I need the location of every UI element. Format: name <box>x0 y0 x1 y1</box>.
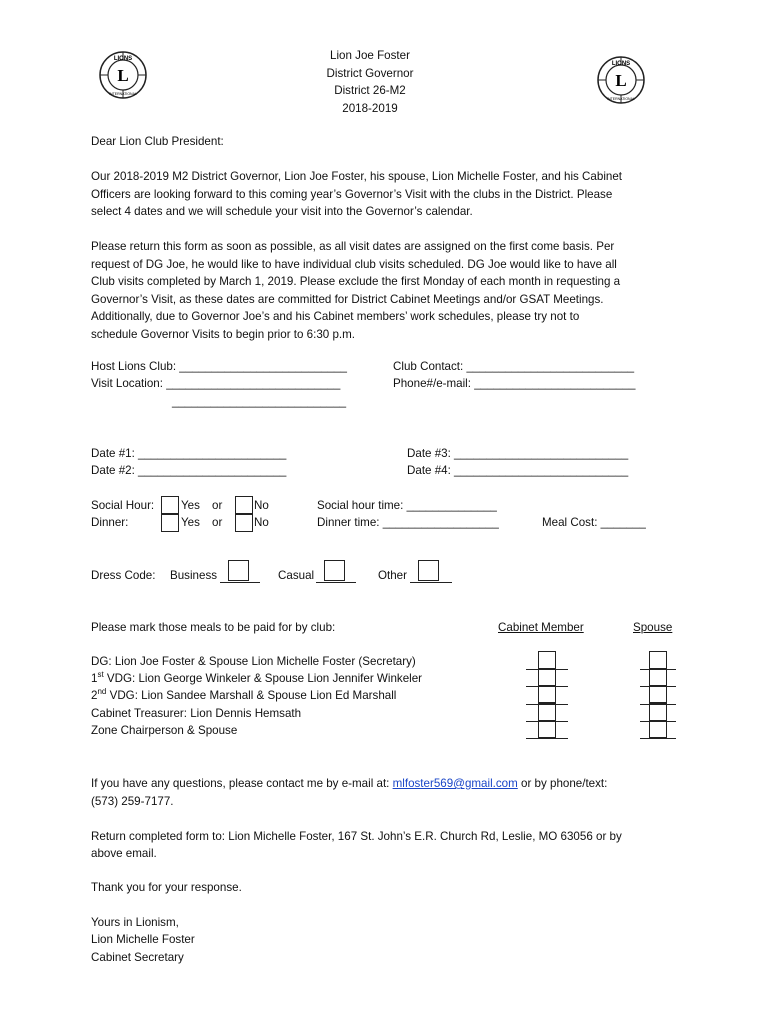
paragraph-line: Governor’s Visit, as these dates are committed for District Cabinet Meetings and/or GSAT Meetings. <box>91 292 604 306</box>
cabinet-meal-underline <box>526 704 568 705</box>
meal-row-label: DG: Lion Joe Foster & Spouse Lion Michelle Foster (Secretary) <box>91 655 416 668</box>
date-1-field[interactable]: Date #1: _______________________ <box>91 447 287 460</box>
spouse-meal-checkbox[interactable] <box>649 668 667 686</box>
cabinet-meal-checkbox[interactable] <box>538 703 556 721</box>
spouse-meal-underline <box>640 686 676 687</box>
paragraph-line: Our 2018-2019 M2 District Governor, Lion Joe Foster, his spouse, Lion Michelle Foster, and his Cabinet <box>91 170 623 183</box>
social-hour-no-label: No <box>254 499 269 512</box>
visit-location-field-line2[interactable]: ___________________________ <box>172 395 347 408</box>
dress-business-underline <box>220 582 260 583</box>
dinner-or-label: or <box>212 516 223 529</box>
dinner-label: Dinner: <box>91 516 129 529</box>
paragraph-line: Additionally, due to Governor Joe’s and his Cabinet members’ work schedules, please try not to <box>91 310 580 324</box>
svg-text:INTERNATIONAL: INTERNATIONAL <box>607 97 635 101</box>
dress-casual-checkbox[interactable] <box>324 560 345 581</box>
spouse-meal-checkbox[interactable] <box>649 685 667 703</box>
social-hour-or-label: or <box>212 499 223 512</box>
paragraph-line: request of DG Joe, he would like to have individual club visits scheduled. DG Joe would like to have all <box>91 257 617 271</box>
return-address-line2: above email. <box>91 847 157 860</box>
paragraph-line: Please return this form as soon as possible, as all visit dates are assigned on the first come basis. Per <box>91 240 615 253</box>
cabinet-meal-underline <box>526 738 568 739</box>
district-name: District 26-M2 <box>334 84 406 97</box>
phone-email-field[interactable]: Phone#/e-mail: _________________________ <box>393 377 636 390</box>
signer-name: Lion Michelle Foster <box>91 933 195 946</box>
dress-other-checkbox[interactable] <box>418 560 439 581</box>
closing-line: Yours in Lionism, <box>91 916 179 929</box>
svg-text:INTERNATIONAL: INTERNATIONAL <box>109 92 137 96</box>
cabinet-meal-underline <box>526 669 568 670</box>
spouse-meal-checkbox[interactable] <box>649 651 667 669</box>
date-3-field[interactable]: Date #3: ___________________________ <box>407 447 629 460</box>
svg-text:LIONS: LIONS <box>113 56 133 62</box>
governor-name: Lion Joe Foster <box>330 49 410 62</box>
dress-casual-underline <box>316 582 356 583</box>
dinner-yes-checkbox[interactable] <box>161 514 179 532</box>
intro-paragraph <box>91 168 691 221</box>
date-4-field[interactable]: Date #4: ___________________________ <box>407 464 629 477</box>
dress-business-checkbox[interactable] <box>228 560 249 581</box>
host-lions-club-field[interactable]: Host Lions Club: __________________________ <box>91 360 347 373</box>
salutation: Dear Lion Club President: <box>91 135 224 148</box>
visit-location-field[interactable]: Visit Location: ___________________________ <box>91 377 341 390</box>
dress-casual-label: Casual <box>278 569 315 582</box>
dinner-no-checkbox[interactable] <box>235 514 253 532</box>
thank-you: Thank you for your response. <box>91 881 242 894</box>
svg-text:L: L <box>117 66 129 85</box>
cabinet-meal-checkbox[interactable] <box>538 685 556 703</box>
meal-row-label: Cabinet Treasurer: Lion Dennis Hemsath <box>91 707 302 720</box>
email-link[interactable]: mlfoster569@gmail.com <box>392 777 518 790</box>
paragraph-line: select 4 dates and we will schedule your visit into the Governor’s calendar. <box>91 205 473 219</box>
spouse-meal-underline <box>640 721 676 722</box>
return-address: Return completed form to: Lion Michelle Foster, 167 St. John’s E.R. Church Rd, Leslie, MO 63056 or by <box>91 830 622 843</box>
cabinet-member-column-header: Cabinet Member <box>498 621 584 634</box>
dinner-yes-label: Yes <box>181 516 200 529</box>
governor-title: District Governor <box>326 66 414 80</box>
spouse-column-header: Spouse <box>633 621 673 634</box>
paragraph-line: schedule Governor Visits to begin prior to 6:30 p.m. <box>91 327 356 341</box>
dress-business-label: Business <box>170 569 218 582</box>
lions-logo-left <box>98 50 148 100</box>
meal-row-label: 2nd VDG: Lion Sandee Marshall & Spouse Lion Ed Marshall <box>91 687 397 702</box>
dress-code-label: Dress Code: <box>91 569 156 582</box>
social-hour-time-field[interactable]: Social hour time: ______________ <box>317 499 497 512</box>
dress-other-underline <box>410 582 452 583</box>
cabinet-meal-checkbox[interactable] <box>538 651 556 669</box>
social-hour-label: Social Hour: <box>91 499 155 512</box>
spouse-meal-underline <box>640 738 676 739</box>
paragraph-line: Club visits completed by March 1, 2019. Please exclude the first Monday of each month in requesting a <box>91 275 621 289</box>
instructions-paragraph <box>91 238 691 344</box>
spouse-meal-underline <box>640 669 676 670</box>
lions-logo-right <box>596 55 646 105</box>
spouse-meal-checkbox[interactable] <box>649 703 667 721</box>
club-contact-field[interactable]: Club Contact: __________________________ <box>393 360 635 373</box>
letter-header <box>240 47 500 117</box>
contact-line: If you have any questions, please contact me by e-mail at: mlfoster569@gmail.com or by phone/text: <box>91 777 608 790</box>
dress-other-label: Other <box>378 569 407 582</box>
social-hour-yes-label: Yes <box>181 499 200 512</box>
contact-phone: (573) 259-7177. <box>91 795 174 808</box>
social-hour-yes-checkbox[interactable] <box>161 496 179 514</box>
meals-instruction: Please mark those meals to be paid for by club: <box>91 621 336 634</box>
svg-text:L: L <box>615 71 627 90</box>
dinner-no-label: No <box>254 516 269 529</box>
meal-cost-field[interactable]: Meal Cost: _______ <box>542 516 646 529</box>
cabinet-meal-underline <box>526 721 568 722</box>
meal-row-label: Zone Chairperson & Spouse <box>91 724 238 737</box>
term-year: 2018-2019 <box>342 101 398 115</box>
svg-text:LIONS: LIONS <box>611 61 631 67</box>
cabinet-meal-underline <box>526 686 568 687</box>
spouse-meal-checkbox[interactable] <box>649 720 667 738</box>
social-hour-no-checkbox[interactable] <box>235 496 253 514</box>
signer-title: Cabinet Secretary <box>91 951 184 964</box>
date-2-field[interactable]: Date #2: _______________________ <box>91 464 287 477</box>
cabinet-meal-checkbox[interactable] <box>538 720 556 738</box>
paragraph-line: Officers are looking forward to this coming year’s Governor’s Visit with the clubs in the District. Please <box>91 187 613 201</box>
meal-row-label: 1st VDG: Lion George Winkeler & Spouse Lion Jennifer Winkeler <box>91 670 423 685</box>
cabinet-meal-checkbox[interactable] <box>538 668 556 686</box>
dinner-time-field[interactable]: Dinner time: __________________ <box>317 516 499 529</box>
spouse-meal-underline <box>640 704 676 705</box>
